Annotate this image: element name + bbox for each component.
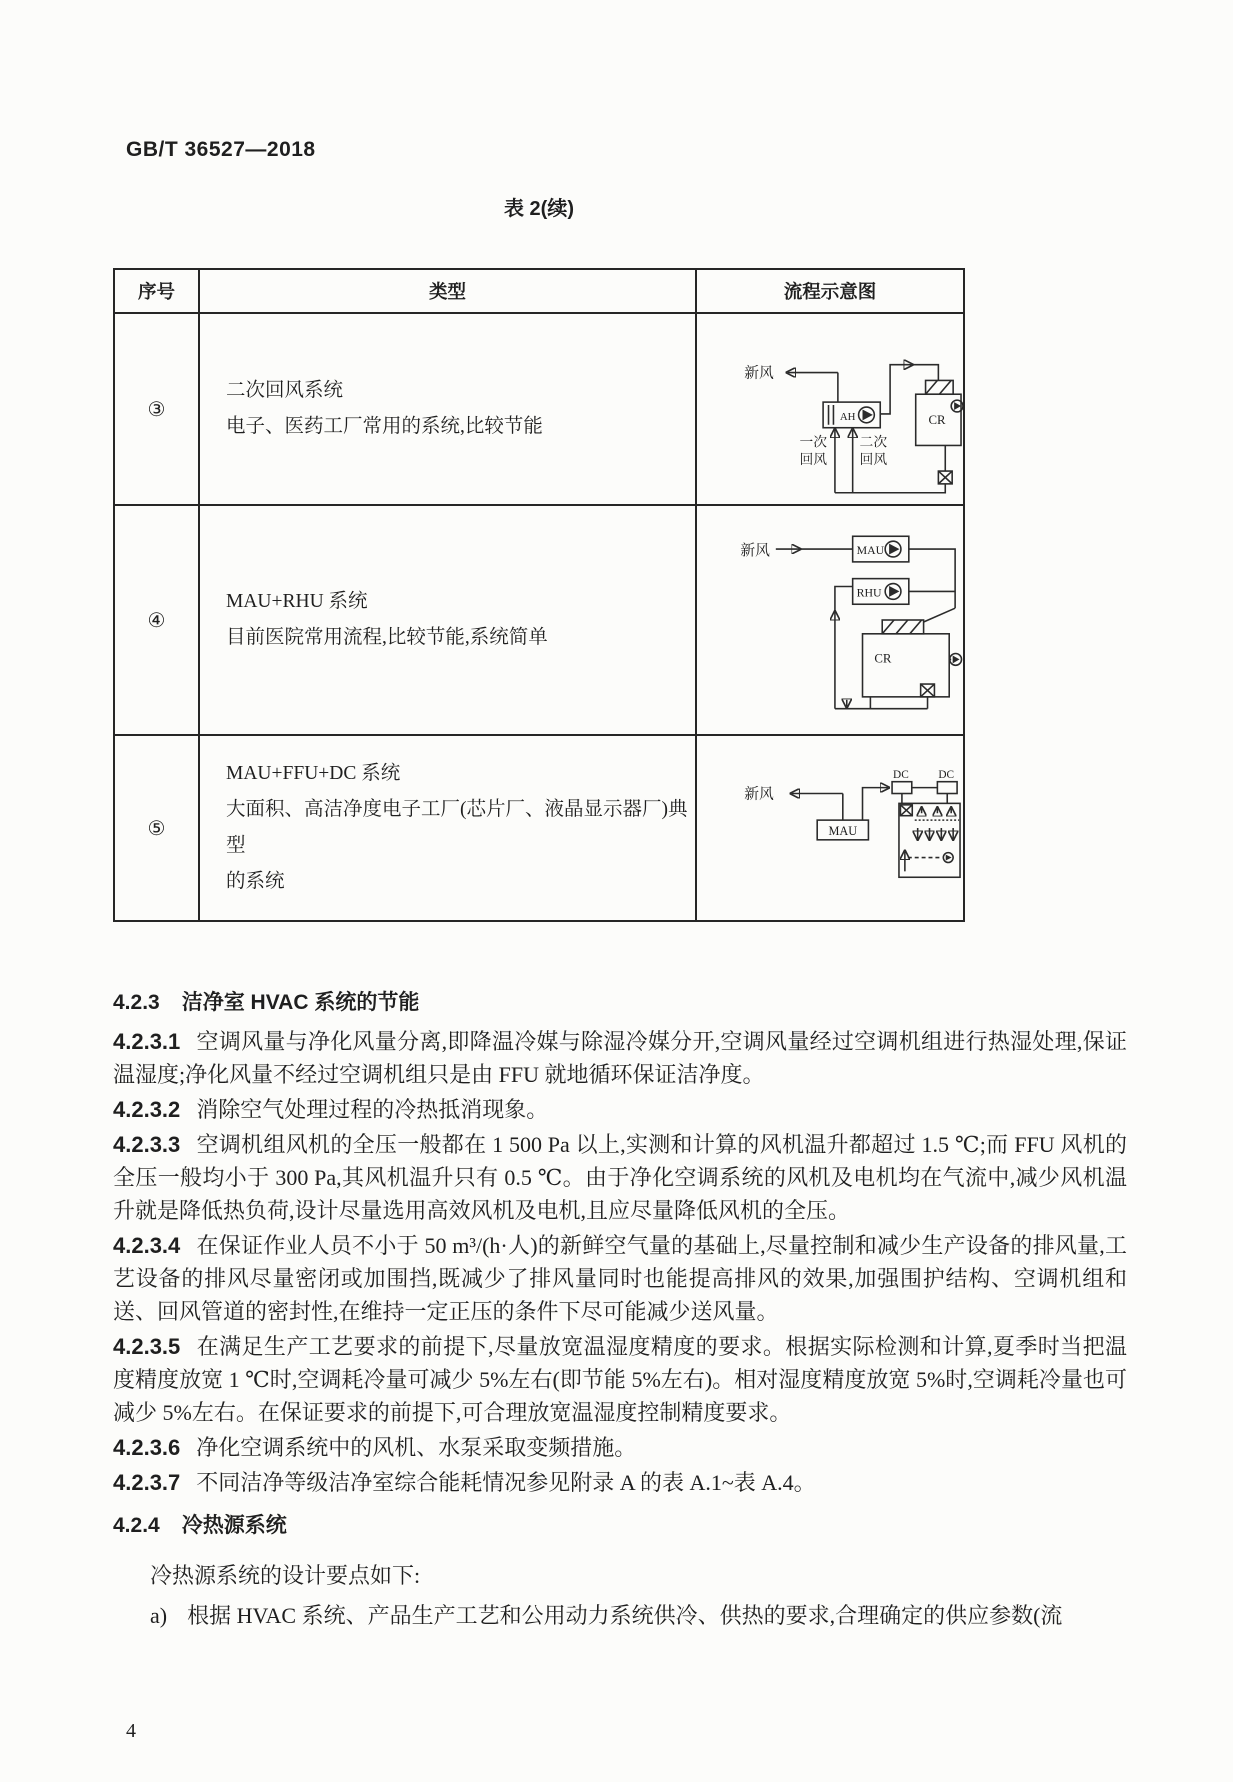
- row-type: [200, 314, 697, 504]
- clause-4-2-3-2: [113, 1093, 1127, 1126]
- table-title: 表 2(续): [504, 198, 574, 220]
- list-marker: a): [150, 1603, 168, 1628]
- clause-4-2-3-3: [113, 1128, 1127, 1227]
- clause-number: 4.2.3.4: [113, 1233, 181, 1258]
- col-header-no: 序号: [115, 270, 200, 312]
- mau-label: MAU: [856, 542, 885, 557]
- type-line: MAU+FFU+DC 系统: [226, 763, 401, 784]
- table-row: [115, 312, 963, 504]
- mau-label: MAU: [828, 823, 858, 838]
- table-row: [115, 504, 963, 734]
- secondary-return-label: 二次: [859, 434, 888, 450]
- row-no: ③: [115, 314, 200, 504]
- row-diagram: [697, 314, 963, 504]
- clause-number: 4.2.3.2: [113, 1097, 181, 1122]
- primary-return-label: 回风: [799, 452, 828, 468]
- section-title: 洁净室 HVAC 系统的节能: [181, 991, 420, 1014]
- type-line: 大面积、高洁净度电子工厂(芯片厂、液晶显示器厂)典型: [226, 799, 688, 856]
- row-diagram: [697, 506, 963, 734]
- clause-text: 在保证作业人员不小于 50 m³/(h·人)的新鲜空气量的基础上,尽量控制和减少生产设备的排风量,工艺设备的排风尽量密闭或加围挡,既减少了排风量同时也能提高排风的效果,加强围护结构、空调机组和送、回风管道的密封性,在维持一定正压的条件下尽可能减少送风量。: [113, 1233, 1127, 1324]
- primary-return-label: 一次: [799, 434, 828, 450]
- clause-text: 空调风量与净化风量分离,即降温冷媒与除湿冷媒分开,空调风量经过空调机组进行热湿处理,保证温湿度;净化风量不经过空调机组只是由 FFU 就地循环保证洁净度。: [113, 1029, 1127, 1087]
- clause-4-2-3-6: [113, 1431, 1127, 1464]
- lead-sentence: 冷热源系统的设计要点如下:: [150, 1563, 421, 1588]
- clause-text: 在满足生产工艺要求的前提下,尽量放宽温湿度精度的要求。根据实际检测和计算,夏季时当把温度精度放宽 1 ℃时,空调耗冷量可减少 5%左右(即节能 5%左右)。相对湿度精度放宽 5%时,空调耗冷量也可减少 5%左右。在保证要求的前提下,可合理放宽温湿度控制精度要求。: [113, 1334, 1127, 1425]
- table-row: [115, 734, 963, 920]
- cleanroom-box: [916, 380, 963, 483]
- duct-lines: [788, 365, 946, 493]
- col-header-type: 类型: [200, 270, 697, 312]
- clause-4-2-3-1: [113, 1025, 1127, 1091]
- section-title: 冷热源系统: [181, 1514, 287, 1537]
- fresh-air-label: 新风: [744, 786, 774, 803]
- type-line: 电子、医药工厂常用的系统,比较节能: [226, 416, 543, 437]
- flow-diagram-mau-rhu: [697, 508, 963, 733]
- clause-text: 空调机组风机的全压一般都在 1 500 Pa 以上,实测和计算的风机温升都超过 1.5 ℃;而 FFU 风机的全压一般均小于 300 Pa,其风机温升只有 0.5 ℃。由于净化空调系统的风机及电机均在气流中,减少风机温升就是降低热负荷,设计尽量选用高效风机及电机,且应尽量降低风机的全压。: [113, 1132, 1127, 1223]
- dc-label: DC: [938, 768, 955, 781]
- list-text: 根据 HVAC 系统、产品生产工艺和公用动力系统供冷、供热的要求,合理确定的供应参数(流: [187, 1603, 1063, 1628]
- document-code: GB/T 36527—2018: [126, 138, 316, 161]
- cleanroom-label: CR: [928, 412, 946, 427]
- clause-number: 4.2.3.3: [113, 1132, 181, 1157]
- secondary-return-label: 回风: [859, 452, 888, 468]
- clause-text: 消除空气处理过程的冷热抵消现象。: [196, 1097, 549, 1122]
- clause-text: 净化空调系统中的风机、水泵采取变频措施。: [196, 1435, 637, 1460]
- clause-number: 4.2.3.5: [113, 1334, 181, 1359]
- clause-4-2-3-7: [113, 1466, 1127, 1499]
- clause-number: 4.2.3.6: [113, 1435, 181, 1460]
- section-number: 4.2.4: [113, 1514, 160, 1537]
- spec-table: [113, 268, 965, 922]
- row-type: [200, 506, 697, 734]
- type-line: MAU+RHU 系统: [226, 591, 368, 612]
- row-no: ⑤: [115, 736, 200, 920]
- row-no: ④: [115, 506, 200, 734]
- flow-diagram-mau-ffu-dc: [697, 736, 963, 920]
- col-header-diagram: 流程示意图: [783, 281, 877, 302]
- section-number: 4.2.3: [113, 991, 160, 1014]
- clause-4-2-3-4: [113, 1229, 1127, 1328]
- dc-label: DC: [893, 768, 909, 781]
- table-header-row: [115, 270, 963, 312]
- row-diagram: [697, 736, 963, 920]
- cleanroom-box: [899, 803, 960, 877]
- clause-text: 不同洁净等级洁净室综合能耗情况参见附录 A 的表 A.1~表 A.4。: [196, 1470, 816, 1495]
- clause-number: 4.2.3.7: [113, 1470, 181, 1495]
- type-line: 的系统: [226, 871, 285, 892]
- section-heading-4-2-4: [113, 1509, 1127, 1542]
- fresh-air-label: 新风: [740, 542, 770, 559]
- rhu-label: RHU: [856, 584, 882, 599]
- body-text: [113, 986, 1127, 1632]
- clause-4-2-3-5: [113, 1330, 1127, 1429]
- fresh-air-label: 新风: [744, 365, 774, 382]
- type-line: 二次回风系统: [226, 380, 344, 401]
- ahu-label: AH: [839, 410, 856, 423]
- clause-number: 4.2.3.1: [113, 1029, 181, 1054]
- cleanroom-label: CR: [874, 650, 892, 665]
- flow-diagram-secondary-return: [697, 314, 963, 504]
- type-line: 目前医院常用流程,比较节能,系统简单: [226, 627, 548, 648]
- page-number: 4: [126, 1720, 136, 1742]
- list-item-a: [113, 1599, 1127, 1632]
- row-type: [200, 736, 697, 920]
- section-heading-4-2-3: [113, 986, 1127, 1019]
